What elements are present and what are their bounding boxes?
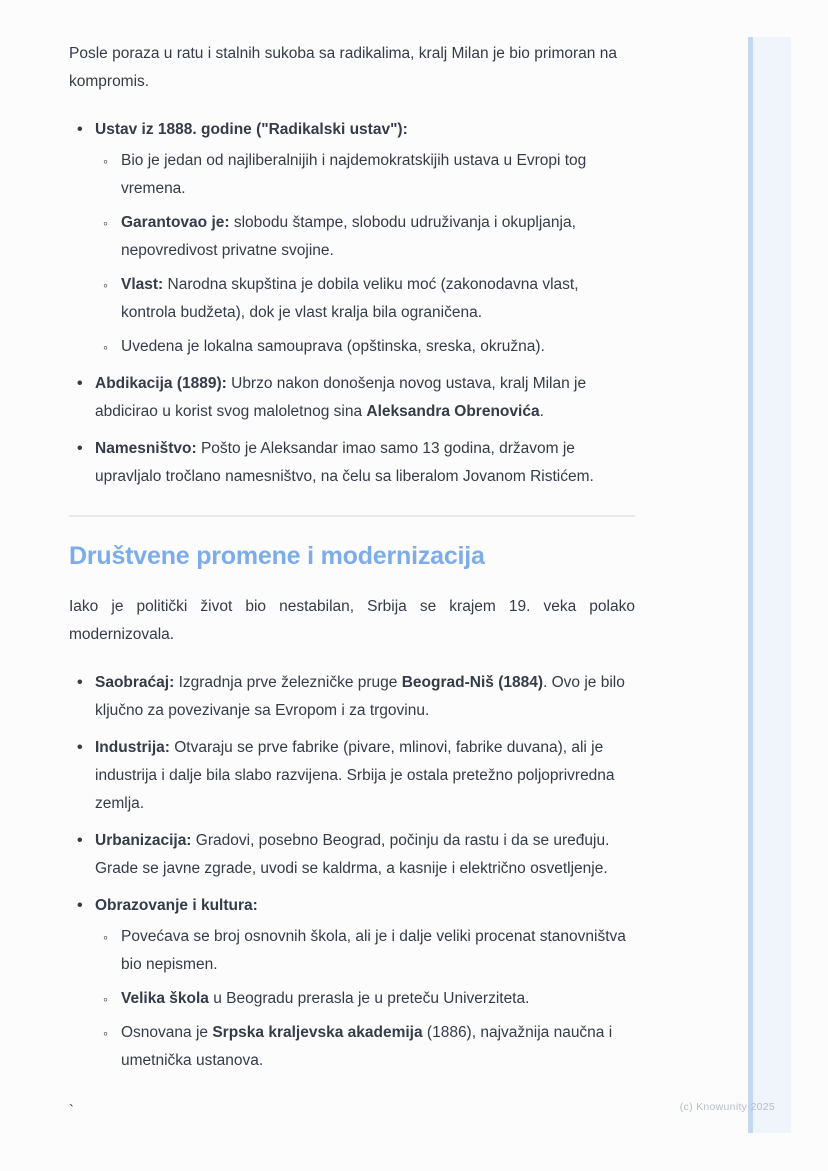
sub-list-item bbox=[95, 271, 635, 327]
list-item bbox=[69, 370, 635, 426]
text-run: Otvaraju se prve fabrike (pivare, mlinovi, fabrike duvana), ali je industrija i dalje bila slabo razvijena. Srbija je ostala pretežno poljoprivredna zemlja. bbox=[95, 739, 615, 812]
bullet-list bbox=[69, 669, 635, 1075]
sub-list-item bbox=[95, 1019, 635, 1075]
text-run: Ubrzo nakon donošenja novog ustava, kralj Milan je abdicirao u korist svog maloletnog sina bbox=[95, 375, 587, 420]
bold-text: Obrazovanje i kultura: bbox=[95, 897, 258, 914]
bullet-list bbox=[69, 116, 635, 491]
list-item bbox=[69, 435, 635, 491]
bold-text: Aleksandra Obrenovića bbox=[366, 403, 540, 420]
text-run: (1886), najvažnija naučna i umetnička ustanova. bbox=[121, 1024, 613, 1069]
text-run: Osnovana je bbox=[121, 1024, 213, 1041]
text-run: u Beogradu prerasla je u preteču Univerziteta. bbox=[208, 990, 530, 1007]
text-run: . Ovo je bilo ključno za povezivanje sa Evropom i za trgovinu. bbox=[95, 674, 625, 719]
text-run: Pošto je Aleksandar imao samo 13 godina, državom je upravljalo tročlano namesništvo, na čelu sa liberalom Jovanom Ristićem. bbox=[95, 440, 594, 485]
list-item bbox=[69, 827, 635, 883]
sub-list-item bbox=[95, 333, 635, 361]
bold-text: Abdikacija (1889): bbox=[95, 375, 227, 392]
right-edge-line bbox=[748, 37, 753, 1133]
section-heading: Društvene promene i modernizacija bbox=[69, 542, 485, 570]
list-item bbox=[69, 734, 635, 818]
bold-text: Beograd-Niš (1884) bbox=[401, 674, 543, 691]
paragraph bbox=[69, 40, 635, 96]
right-edge-highlight-bar bbox=[752, 37, 791, 1133]
text-run: Bio je jedan od najliberalnijih i najdemokratskijih ustava u Evropi tog vremena. bbox=[121, 152, 587, 197]
list-item bbox=[69, 116, 635, 361]
bold-text: Industrija: bbox=[95, 739, 170, 756]
text-run: Posle poraza u ratu i stalnih sukoba sa radikalima, kralj Milan je bio primoran na kompromis. bbox=[69, 45, 617, 90]
text-run: Povećava se broj osnovnih škola, ali je i dalje veliki procenat stanovništva bio nepismen. bbox=[121, 928, 626, 973]
document-content bbox=[69, 40, 635, 1125]
text-run: . bbox=[539, 403, 544, 420]
bold-text: Vlast: bbox=[121, 276, 164, 293]
text-run: Izgradnja prve železničke pruge bbox=[174, 674, 402, 691]
bold-text: Srpska kraljevska akademija bbox=[212, 1024, 423, 1041]
bold-text: Urbanizacija: bbox=[95, 832, 192, 849]
section-divider bbox=[69, 515, 635, 517]
bold-text: Ustav iz 1888. godine ("Radikalski ustav"): bbox=[95, 121, 408, 138]
copyright-footer: (c) Knowunity 2025 bbox=[679, 1101, 775, 1113]
list-item bbox=[69, 669, 635, 725]
bold-text: Namesništvo: bbox=[95, 440, 197, 457]
bold-text: Velika škola bbox=[121, 990, 209, 1007]
bold-text: Garantovao je: bbox=[121, 214, 230, 231]
sub-list-item bbox=[95, 985, 635, 1013]
paragraph bbox=[69, 593, 635, 649]
text-run: Iako je politički život bio nestabilan, Srbija se krajem 19. veka polako modernizovala. bbox=[69, 598, 635, 643]
sub-list-item bbox=[95, 923, 635, 979]
sub-bullet-list bbox=[95, 147, 635, 361]
bold-text: Saobraćaj: bbox=[95, 674, 175, 691]
sub-list-item bbox=[95, 147, 635, 203]
text-run: ` bbox=[69, 1102, 74, 1119]
text-run: slobodu štampe, slobodu udruživanja i okupljanja, nepovredivost privatne svojine. bbox=[121, 214, 576, 259]
sub-bullet-list bbox=[95, 923, 635, 1075]
text-run: Uvedena je lokalna samouprava (opštinska, sreska, okružna). bbox=[121, 338, 545, 355]
text-run: Narodna skupština je dobila veliku moć (zakonodavna vlast, kontrola budžeta), dok je vlast kralja bila ograničena. bbox=[121, 276, 579, 321]
list-item bbox=[69, 892, 635, 1075]
sub-list-item bbox=[95, 209, 635, 265]
text-run: Gradovi, posebno Beograd, počinju da rastu i da se uređuju. Grade se javne zgrade, uvodi se kaldrma, a kasnije i električno osvetljenje. bbox=[95, 832, 610, 877]
